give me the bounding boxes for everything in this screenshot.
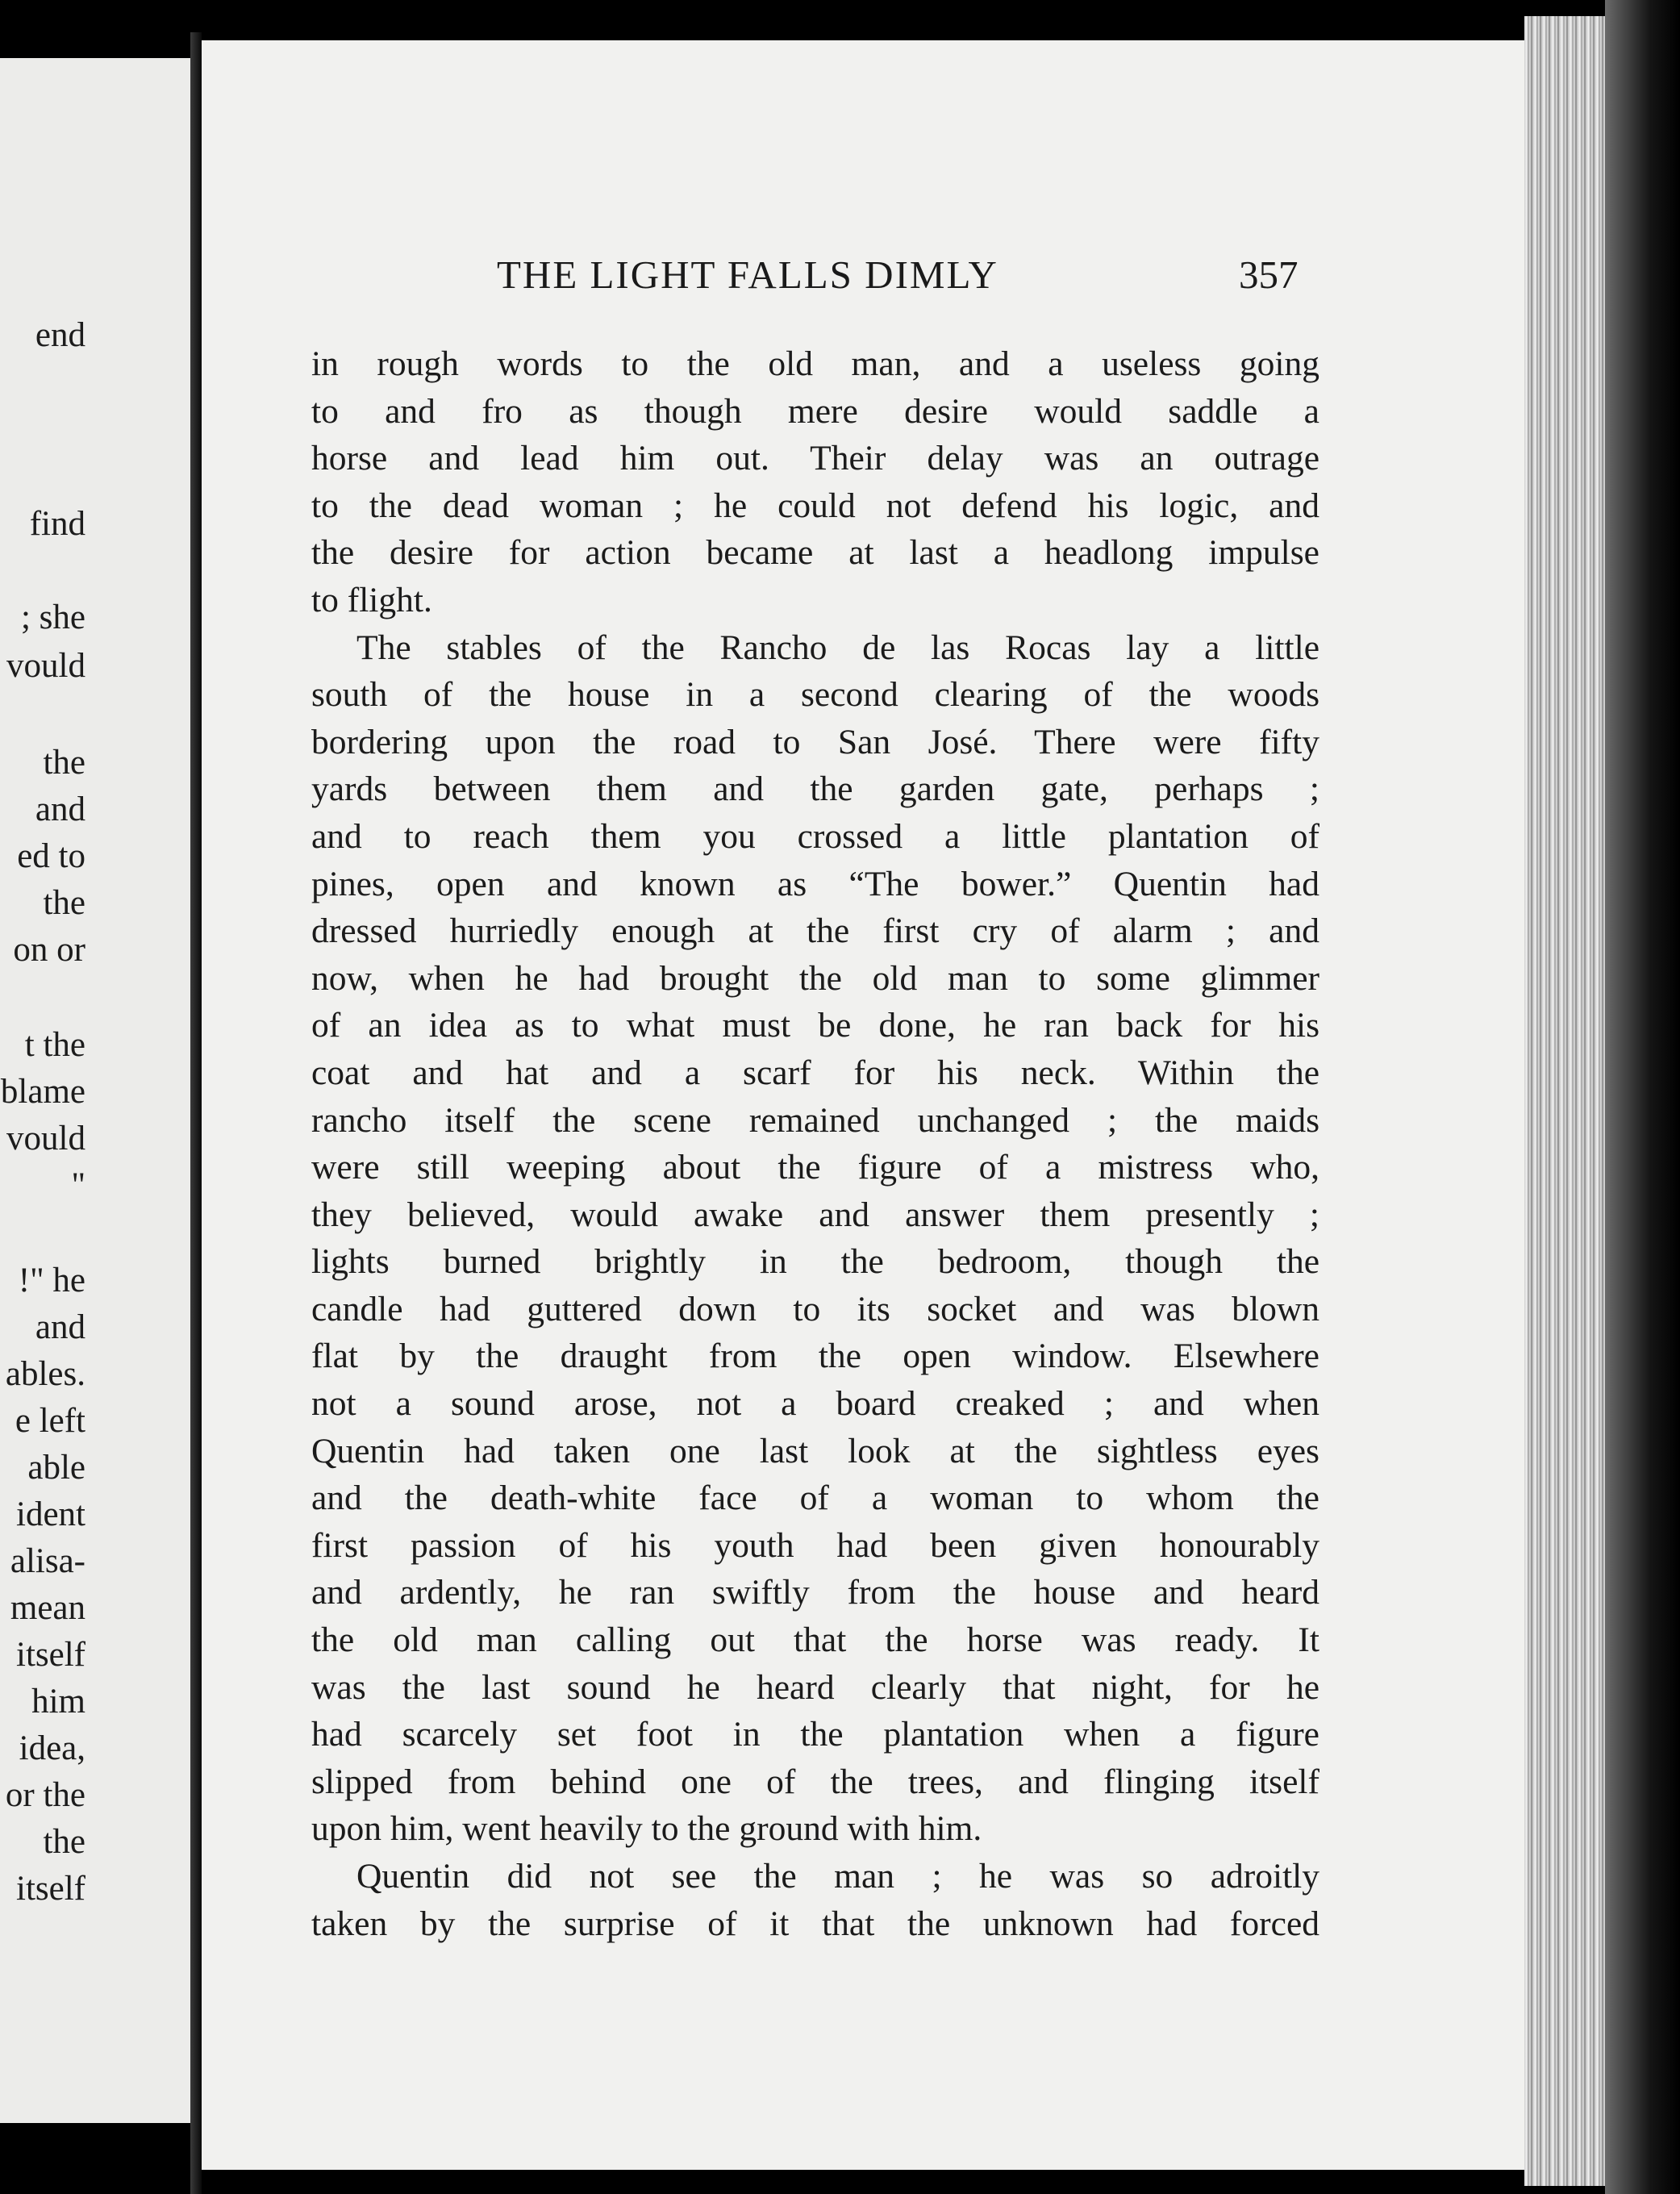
text-line: was the last sound he heard clearly that night, for he <box>311 1667 1319 1707</box>
left-fragment: or the <box>5 1776 85 1814</box>
text-line: had scarcely set foot in the plantation when a figure <box>311 1715 1319 1754</box>
text-line: the old man calling out that the horse was ready. It <box>311 1620 1319 1660</box>
text-line: dressed hurriedly enough at the first cry of alarm ; and <box>311 911 1319 951</box>
page-number: 357 <box>1239 252 1299 297</box>
text-line: the desire for action became at last a headlong impulse <box>311 533 1319 573</box>
text-line: Quentin did not see the man ; he was so adroitly <box>356 1857 1319 1896</box>
left-fragment: ed to <box>17 837 85 875</box>
text-line: bordering upon the road to San José. There were fifty <box>311 722 1319 761</box>
left-fragment: t the <box>24 1026 85 1064</box>
text-line: and ardently, he ran swiftly from the house and heard <box>311 1573 1319 1612</box>
text-line: Quentin had taken one last look at the sightless eyes <box>311 1431 1319 1470</box>
text-line: to flight. <box>311 580 432 619</box>
left-fragment: and <box>35 1308 85 1346</box>
left-fragment: the <box>43 744 85 782</box>
left-fragment: ; she <box>20 599 85 636</box>
text-line: they believed, would awake and answer them presently ; <box>311 1195 1319 1234</box>
text-line: rancho itself the scene remained unchanged ; the maids <box>311 1100 1319 1140</box>
left-fragment: find <box>29 505 85 543</box>
text-line: were still weeping about the figure of a mistress who, <box>311 1148 1319 1187</box>
left-fragment: ables. <box>5 1355 85 1393</box>
text-line: and the death-white face of a woman to whom the <box>311 1479 1319 1518</box>
left-fragment: vould <box>6 647 85 685</box>
left-fragment: the <box>43 1823 85 1861</box>
paragraph <box>311 340 1319 624</box>
text-line: pines, open and known as “The bower.” Quentin had <box>311 864 1319 903</box>
text-line: of an idea as to what must be done, he ran back for his <box>311 1006 1319 1045</box>
text-line: in rough words to the old man, and a useless going <box>311 344 1319 383</box>
body-text <box>311 340 1319 1947</box>
paragraph <box>311 1853 1319 1947</box>
left-fragment: itself <box>16 1870 85 1908</box>
text-line: and to reach them you crossed a little plantation of <box>311 816 1319 856</box>
left-fragment: and <box>35 790 85 828</box>
text-line: lights burned brightly in the bedroom, though the <box>311 1242 1319 1282</box>
left-fragment: blame <box>0 1073 85 1111</box>
left-fragment: " <box>71 1166 85 1204</box>
page-edges <box>1524 16 1605 2186</box>
text-line: yards between them and the garden gate, perhaps ; <box>311 770 1319 809</box>
text-line: The stables of the Rancho de las Rocas lay a little <box>356 628 1319 667</box>
text-line: not a sound arose, not a board creaked ; and when <box>311 1384 1319 1424</box>
text-line: to and fro as though mere desire would saddle a <box>311 391 1319 431</box>
text-line: slipped from behind one of the trees, and flinging itself <box>311 1762 1319 1801</box>
left-fragment: !" he <box>18 1262 85 1299</box>
running-head: THE LIGHT FALLS DIMLY <box>497 252 998 297</box>
left-fragment: vould <box>6 1120 85 1157</box>
left-fragment: ident <box>16 1495 85 1533</box>
left-fragment: itself <box>16 1636 85 1674</box>
left-fragment: alisa- <box>10 1542 85 1580</box>
text-line: now, when he had brought the old man to some glimmer <box>311 958 1319 998</box>
left-fragment: end <box>35 316 85 354</box>
text-line: horse and lead him out. Their delay was an outrage <box>311 439 1319 478</box>
left-fragment: mean <box>10 1589 85 1627</box>
book-edge-shadow <box>1605 0 1680 2194</box>
left-fragment: the <box>43 884 85 922</box>
left-fragment: idea, <box>19 1729 85 1767</box>
left-fragment: e left <box>15 1402 85 1440</box>
paragraph-container <box>311 340 1319 1947</box>
text-line: south of the house in a second clearing of the woods <box>311 675 1319 715</box>
paragraph <box>311 624 1319 1853</box>
facing-page-left <box>0 58 190 2123</box>
text-line: taken by the surprise of it that the unknown had forced <box>311 1904 1319 1943</box>
text-line: candle had guttered down to its socket and was blown <box>311 1289 1319 1328</box>
book-gutter <box>190 32 202 2194</box>
text-line: coat and hat and a scarf for his neck. Within the <box>311 1053 1319 1092</box>
left-fragment: able <box>27 1449 85 1487</box>
page-right <box>202 40 1524 2170</box>
text-line: upon him, went heavily to the ground with him. <box>311 1809 982 1849</box>
left-fragment: him <box>31 1683 85 1721</box>
text-line: to the dead woman ; he could not defend his logic, and <box>311 486 1319 525</box>
text-line: first passion of his youth had been given honourably <box>311 1525 1319 1565</box>
page-header <box>202 252 1524 300</box>
text-line: flat by the draught from the open window. Elsewhere <box>311 1337 1319 1376</box>
left-fragment: on or <box>13 931 85 969</box>
